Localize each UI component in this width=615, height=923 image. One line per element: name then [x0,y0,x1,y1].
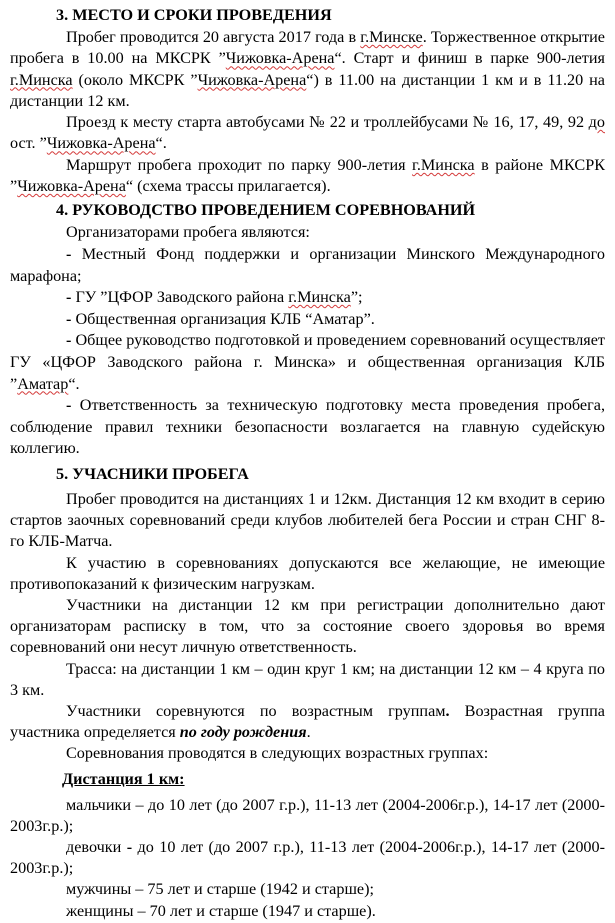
paragraph: Маршрут пробега проходит по парку 900-летия г.Минска в районе МКСРК ”Чижовка-Арена“ (схема трассы прилагается). [10,155,605,196]
section-3-title: 3. МЕСТО И СРОКИ ПРОВЕДЕНИЯ [56,6,332,24]
age-group: девочки - до 10 лет (до 2007 г.р.), 11-13 лет (2004-2006г.р.), 14-17 лет (2000-2003г.р.); [10,837,606,878]
age-group: мальчики – до 10 лет (до 2007 г.р.), 11-13 лет (2004-2006г.р.), 14-17 лет (2000-2003г.р.); [10,795,605,835]
list-item: - Общественная организация КЛБ “Аматар”. [66,309,375,328]
paragraph: Организаторами пробега являются: [66,223,310,242]
distance-subtitle: Дистанция 1 км: [62,769,185,788]
paragraph: Участники на дистанции 12 км при регистрации дополнительно дают организаторам расписку в том, что за состояние своего здоровья во время соревнований они несут личную ответственность. [10,595,605,657]
paragraph: Проезд к месту старта автобусами № 22 и троллейбусами № 16, 17, 49, 92 до ост. ”Чижовка-Арена“. [10,113,605,153]
paragraph: Участники соревнуются по возрастным группам. Возрастная группа участника определяется по году рождения. [10,701,605,742]
list-item: - Общее руководство подготовкой и проведением соревнований осуществляет ГУ «ЦФОР Заводского района г. Минска» и общественная организация КЛБ ”Аматар“. [10,331,605,393]
paragraph: Трасса: на дистанции 1 км – один круг 1 км; на дистанции 12 км – 4 круга по 3 км. [10,659,605,699]
section-4 [10,199,605,460]
list-item: - Ответственность за техническую подготовку места проведения пробега, соблюдение правил техники безопасности возлагается на главную судейскую коллегию. [10,396,605,458]
age-group: мужчины – 75 лет и старше (1942 и старше); [66,880,374,899]
section-4-title: 4. РУКОВОДСТВО ПРОВЕДЕНИЕМ СОРЕВНОВАНИЙ [56,201,476,220]
section-3 [10,4,605,197]
list-item: - Местный Фонд поддержки и организации Минского Международного марафона; [10,244,605,285]
section-5 [10,463,605,922]
paragraph: Пробег проводится на дистанциях 1 и 12км. Дистанция 12 км входит в серию стартов заочных соревнований среди клубов любителей бега России и стран СНГ 8-го КЛБ-Матча. [10,489,605,551]
paragraph: К участию в соревнованиях допускаются все желающие, не имеющие противопоказаний к физическим нагрузкам. [10,553,605,593]
age-group: женщины – 70 лет и старше (1947 и старше). [66,901,376,920]
paragraph: Пробег проводится 20 августа 2017 года в г.Минске. Торжественное открытие пробега в 10.00 на МКСРК ”Чижовка-Арена“. Старт и финиш в парке 900-летия г.Минска (около МКСРК ”Чижовка-Арена“) в 11.00 на дистанции 1 км и в 11.20 на дистанции 12 км. [10,28,605,110]
section-5-title: 5. УЧАСНИКИ ПРОБЕГА [56,464,249,483]
paragraph: Соревнования проводятся в следующих возрастных группах: [66,744,489,763]
list-item: - ГУ ”ЦФОР Заводского района г.Минска”; [66,288,363,307]
